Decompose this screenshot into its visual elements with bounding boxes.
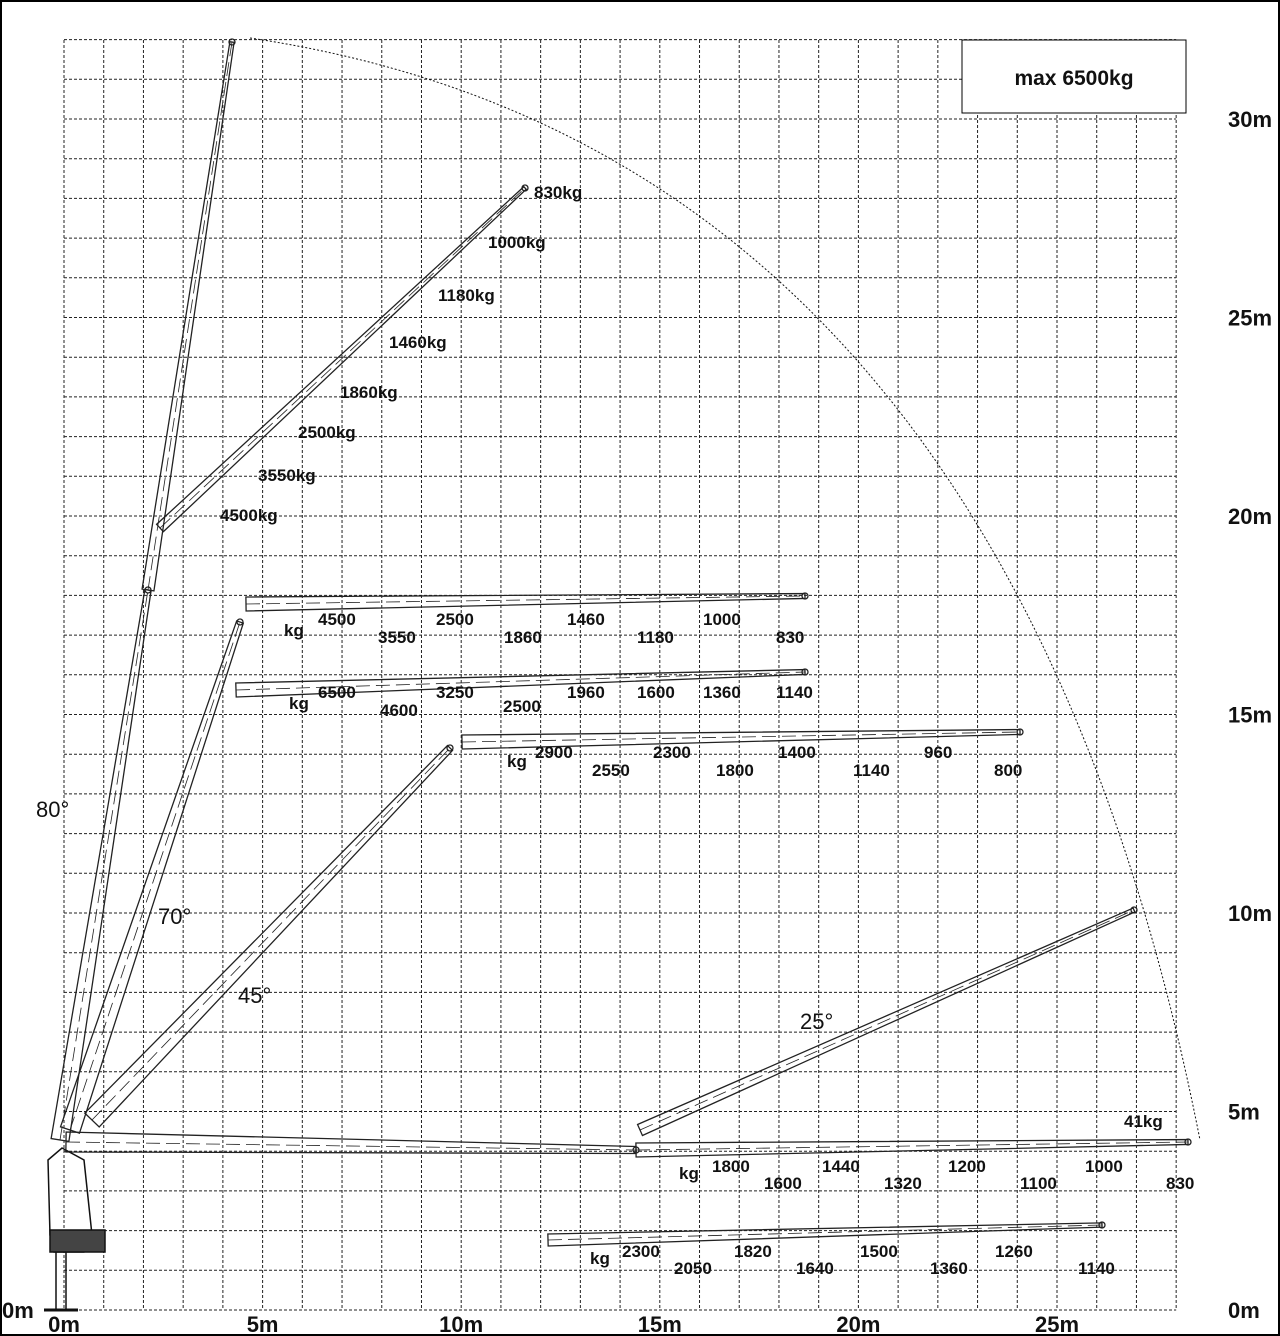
load-d-1000: 1000 xyxy=(1085,1157,1123,1176)
load-80-2500: 2500kg xyxy=(298,423,356,442)
load-e-1260: 1260 xyxy=(995,1242,1033,1261)
load-80-1460: 1460kg xyxy=(389,333,447,352)
load-a-4500: 4500 xyxy=(318,610,356,629)
max-load-label: max 6500kg xyxy=(1014,67,1134,90)
load-a-2500: 2500 xyxy=(436,610,474,629)
load-80-1860: 1860kg xyxy=(340,383,398,402)
angle-45-label: 45° xyxy=(238,983,272,1008)
load-b-1360: 1360 xyxy=(703,683,741,702)
load-d-1440: 1440 xyxy=(822,1157,860,1176)
load-80-4500: 4500kg xyxy=(220,506,278,525)
x-axis-label: 20m xyxy=(836,1312,881,1336)
load-d-1600: 1600 xyxy=(764,1174,802,1193)
kg-label-d: kg xyxy=(679,1164,699,1183)
load-c-960: 960 xyxy=(924,743,953,762)
angle-70-label: 70° xyxy=(158,904,192,929)
load-c-2500: 2500 xyxy=(503,697,541,716)
kg-label-c: kg xyxy=(507,752,527,771)
y-axis-label: 30m xyxy=(1228,107,1273,132)
load-e-1360: 1360 xyxy=(930,1259,968,1278)
y-axis-label: 0m xyxy=(1228,1298,1260,1323)
kg-label-e: kg xyxy=(590,1249,610,1268)
load-c-2550: 2550 xyxy=(592,761,630,780)
load-e-1640: 1640 xyxy=(796,1259,834,1278)
load-c-1800: 1800 xyxy=(716,761,754,780)
angle-80-label: 80° xyxy=(36,797,70,822)
load-b-1140: 1140 xyxy=(776,683,813,702)
x-axis-label: 25m xyxy=(1034,1312,1080,1336)
load-c-800: 800 xyxy=(994,761,1023,780)
kg-label-a: kg xyxy=(284,621,304,640)
y-axis-label: 25m xyxy=(1228,305,1273,331)
load-80-1180: 1180kg xyxy=(438,286,495,305)
load-a-1180: 1180 xyxy=(637,628,674,647)
load-d-1100: 1100 xyxy=(1020,1174,1057,1193)
x-axis-label: 15m xyxy=(637,1312,682,1336)
load-b-6500: 6500 xyxy=(318,683,356,702)
load-c-1140: 1140 xyxy=(853,761,890,780)
x-axis-label: 5m xyxy=(246,1312,279,1336)
load-e-2050: 2050 xyxy=(674,1259,712,1278)
load-b-1600: 1600 xyxy=(637,683,675,702)
load-c-2900: 2900 xyxy=(535,743,573,762)
load-25-41kg: 41kg xyxy=(1124,1112,1163,1131)
y-axis-label-left: 0m xyxy=(2,1298,34,1323)
y-axis-label: 15m xyxy=(1228,702,1273,728)
load-a-3550: 3550 xyxy=(378,628,416,647)
load-c-1400: 1400 xyxy=(778,743,816,762)
load-d-1200: 1200 xyxy=(948,1157,986,1176)
y-axis-label: 5m xyxy=(1228,1099,1260,1125)
angle-25-label: 25° xyxy=(800,1009,834,1034)
load-a-1860: 1860 xyxy=(504,628,542,647)
load-d-1800: 1800 xyxy=(712,1157,750,1176)
load-80-830: 830kg xyxy=(534,183,583,202)
load-d-1320: 1320 xyxy=(884,1174,922,1193)
load-b-3250: 3250 xyxy=(436,683,474,702)
load-e-2300: 2300 xyxy=(622,1242,660,1261)
load-e-1820: 1820 xyxy=(734,1242,772,1261)
load-80-3550: 3550kg xyxy=(258,466,316,485)
y-axis-label: 20m xyxy=(1228,504,1273,529)
x-axis-label: 10m xyxy=(439,1312,484,1336)
load-e-1140: 1140 xyxy=(1078,1259,1115,1278)
load-a-1460: 1460 xyxy=(567,610,605,629)
load-e-1500: 1500 xyxy=(860,1242,898,1261)
load-d-830: 830 xyxy=(1166,1174,1195,1193)
y-axis-label: 10m xyxy=(1228,901,1273,926)
load-a-1000: 1000 xyxy=(703,610,741,629)
load-c-2300: 2300 xyxy=(653,743,691,762)
kg-label-b: kg xyxy=(289,694,309,713)
load-80-1000: 1000kg xyxy=(488,233,546,252)
load-b-4600: 4600 xyxy=(380,701,418,720)
load-b-1960: 1960 xyxy=(567,683,605,702)
load-a-830: 830 xyxy=(776,628,805,647)
x-axis-label: 0m xyxy=(48,1312,80,1336)
